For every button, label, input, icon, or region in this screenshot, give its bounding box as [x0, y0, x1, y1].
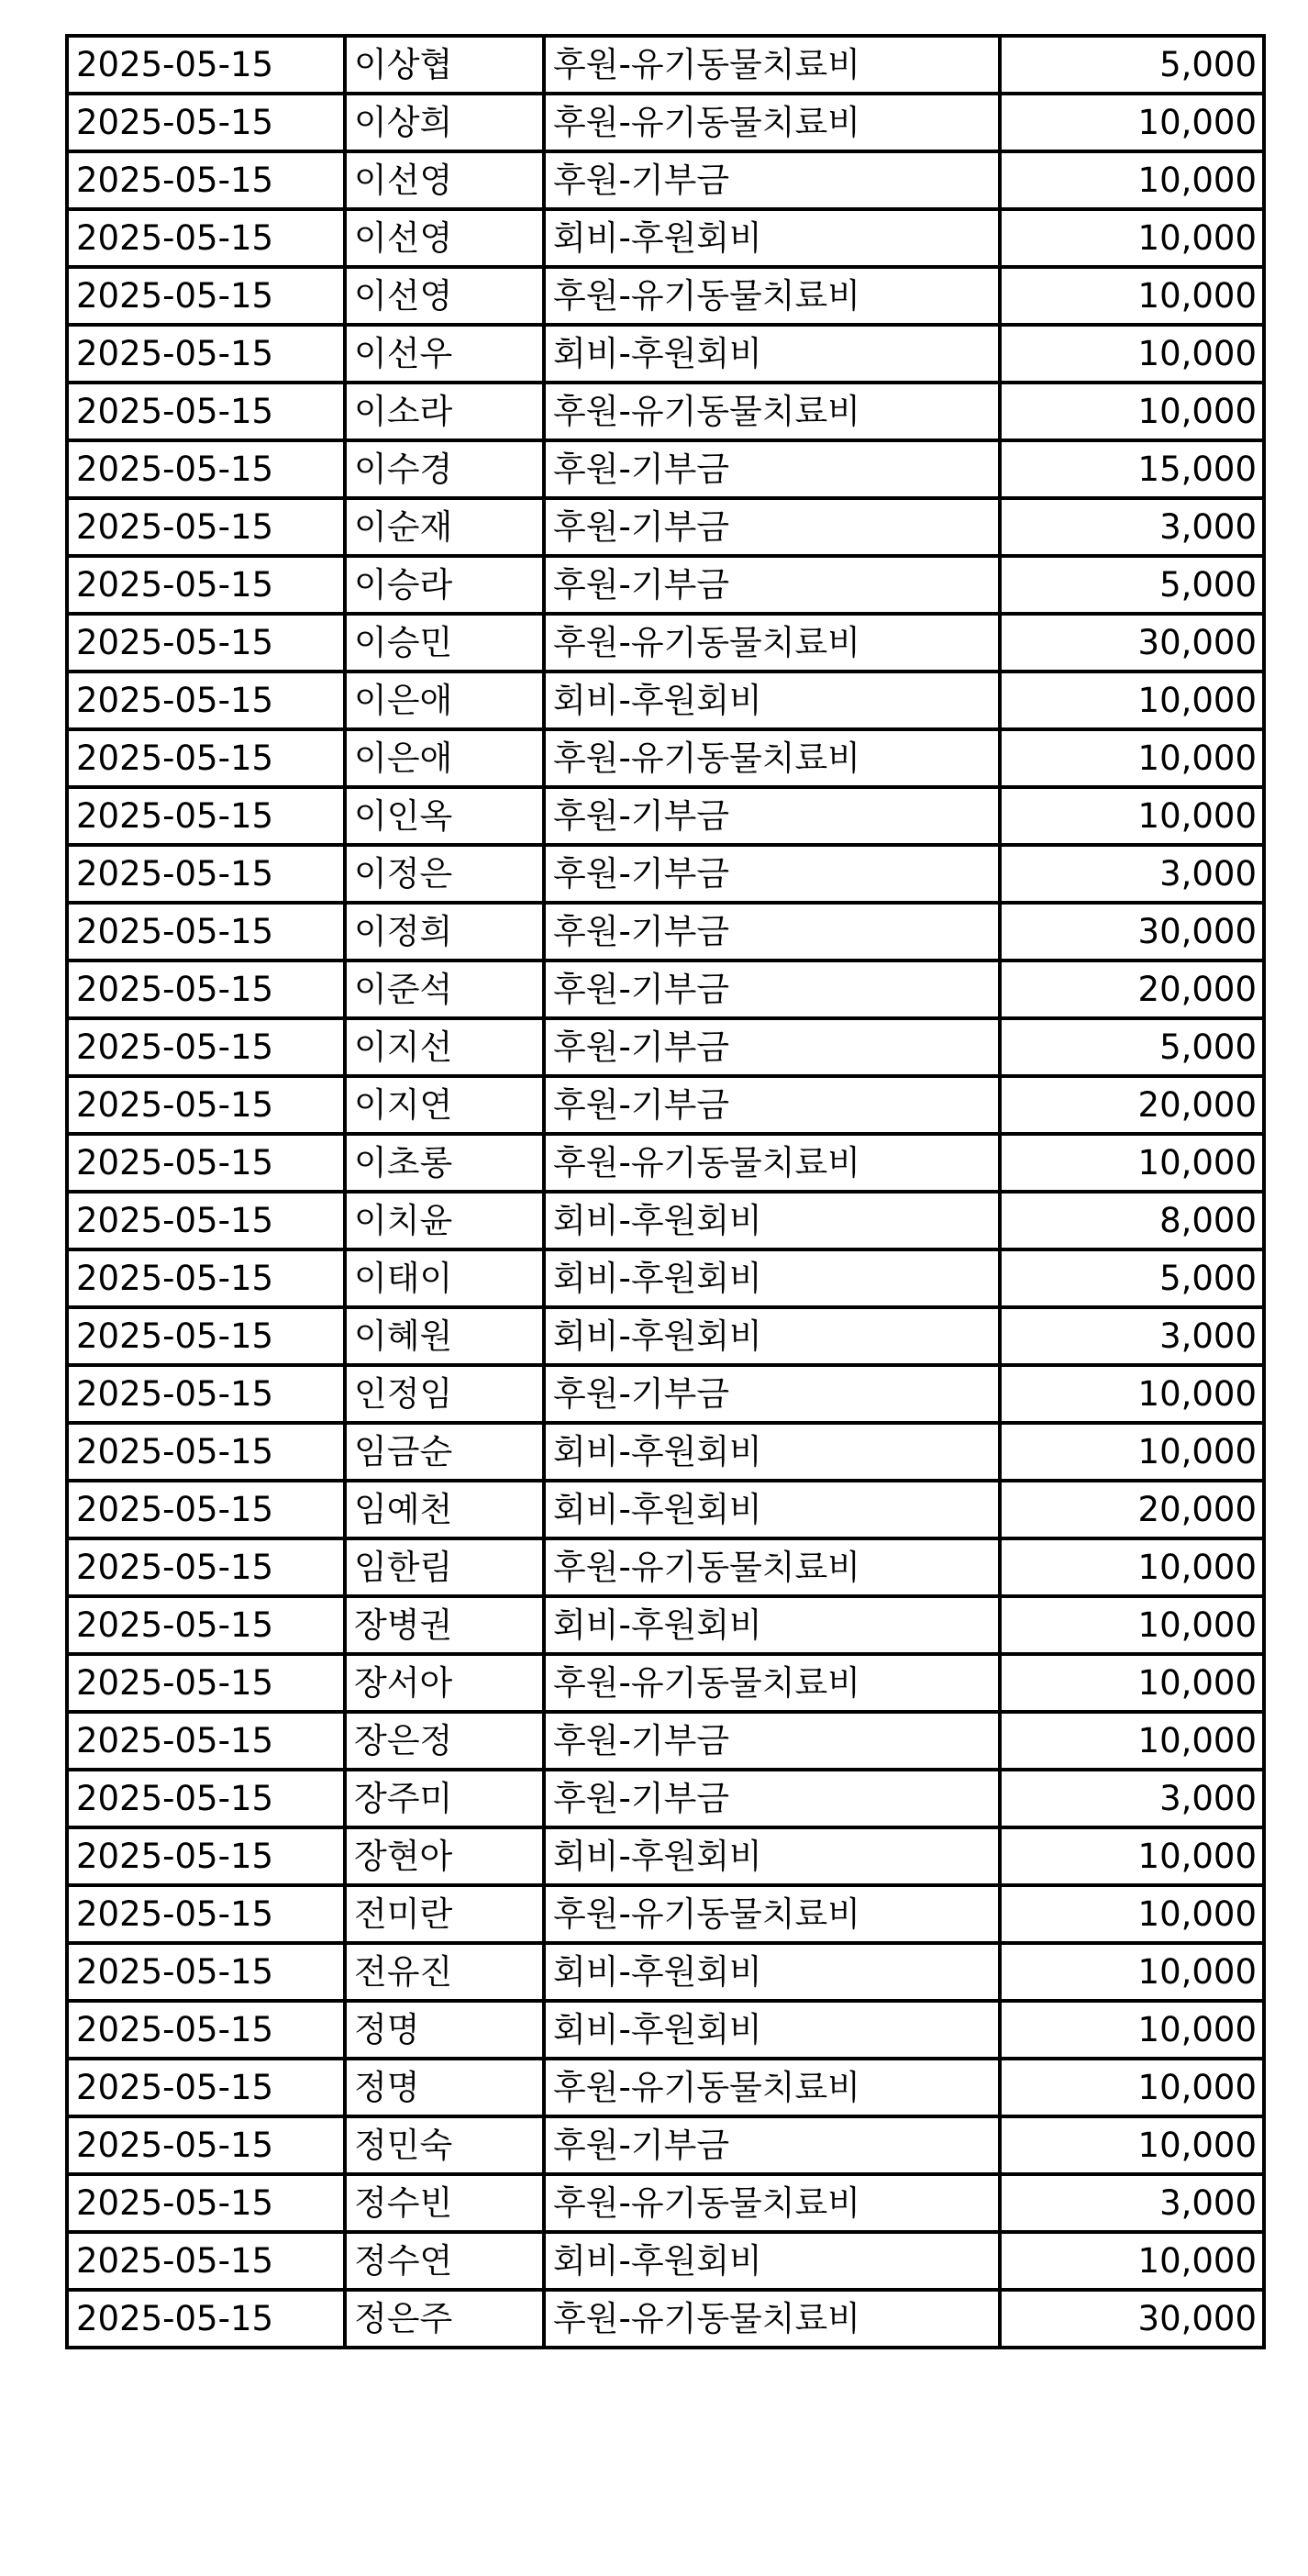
date-cell: 2025-05-15 [67, 1827, 345, 1885]
category-cell: 후원-유기동물치료비 [544, 1538, 1000, 1596]
date-cell: 2025-05-15 [67, 1712, 345, 1770]
category-cell: 회비-후원회비 [544, 1307, 1000, 1365]
category-cell: 후원-기부금 [544, 440, 1000, 498]
table-row [67, 1365, 1264, 1423]
donor-name-cell: 정명 [345, 2001, 544, 2059]
amount-cell: 30,000 [1000, 2290, 1264, 2348]
date-cell: 2025-05-15 [67, 1365, 345, 1423]
category-cell: 후원-기부금 [544, 1712, 1000, 1770]
amount-cell: 30,000 [1000, 614, 1264, 672]
category-cell: 후원-기부금 [544, 1076, 1000, 1134]
date-cell: 2025-05-15 [67, 1076, 345, 1134]
table-row [67, 1018, 1264, 1076]
category-cell: 회비-후원회비 [544, 1192, 1000, 1249]
date-cell: 2025-05-15 [67, 267, 345, 325]
date-cell: 2025-05-15 [67, 672, 345, 729]
table-row [67, 729, 1264, 787]
category-cell: 회비-후원회비 [544, 1481, 1000, 1538]
amount-cell: 30,000 [1000, 903, 1264, 960]
date-cell: 2025-05-15 [67, 1596, 345, 1654]
date-cell: 2025-05-15 [67, 614, 345, 672]
donor-name-cell: 이인옥 [345, 787, 544, 845]
amount-cell: 5,000 [1000, 1018, 1264, 1076]
amount-cell: 5,000 [1000, 556, 1264, 614]
donor-name-cell: 정민숙 [345, 2116, 544, 2174]
table-row [67, 614, 1264, 672]
donor-name-cell: 장현아 [345, 1827, 544, 1885]
donor-name-cell: 이선영 [345, 209, 544, 267]
table-row [67, 1712, 1264, 1770]
category-cell: 회비-후원회비 [544, 2232, 1000, 2290]
table-row [67, 1596, 1264, 1654]
category-cell: 후원-유기동물치료비 [544, 614, 1000, 672]
category-cell: 후원-기부금 [544, 787, 1000, 845]
category-cell: 후원-기부금 [544, 1365, 1000, 1423]
date-cell: 2025-05-15 [67, 787, 345, 845]
donor-name-cell: 임한림 [345, 1538, 544, 1596]
date-cell: 2025-05-15 [67, 94, 345, 151]
table-row [67, 440, 1264, 498]
date-cell: 2025-05-15 [67, 1423, 345, 1481]
category-cell: 후원-기부금 [544, 903, 1000, 960]
category-cell: 후원-유기동물치료비 [544, 729, 1000, 787]
date-cell: 2025-05-15 [67, 151, 345, 209]
donor-name-cell: 이선영 [345, 267, 544, 325]
table-row [67, 672, 1264, 729]
amount-cell: 10,000 [1000, 1538, 1264, 1596]
date-cell: 2025-05-15 [67, 440, 345, 498]
table-row [67, 903, 1264, 960]
donor-name-cell: 장병권 [345, 1596, 544, 1654]
amount-cell: 10,000 [1000, 1596, 1264, 1654]
category-cell: 회비-후원회비 [544, 672, 1000, 729]
table-row [67, 325, 1264, 383]
donor-name-cell: 이순재 [345, 498, 544, 556]
table-row [67, 267, 1264, 325]
date-cell: 2025-05-15 [67, 1018, 345, 1076]
amount-cell: 8,000 [1000, 1192, 1264, 1249]
date-cell: 2025-05-15 [67, 2116, 345, 2174]
donor-name-cell: 정명 [345, 2059, 544, 2116]
table-row [67, 2001, 1264, 2059]
table-row [67, 1654, 1264, 1712]
donor-name-cell: 이지연 [345, 1076, 544, 1134]
amount-cell: 10,000 [1000, 1827, 1264, 1885]
table-row [67, 2290, 1264, 2348]
donor-name-cell: 임금순 [345, 1423, 544, 1481]
category-cell: 후원-기부금 [544, 960, 1000, 1018]
date-cell: 2025-05-15 [67, 960, 345, 1018]
amount-cell: 10,000 [1000, 325, 1264, 383]
date-cell: 2025-05-15 [67, 2174, 345, 2232]
date-cell: 2025-05-15 [67, 1192, 345, 1249]
table-row [67, 1943, 1264, 2001]
donor-name-cell: 이소라 [345, 383, 544, 440]
amount-cell: 10,000 [1000, 151, 1264, 209]
table-row [67, 383, 1264, 440]
table-row [67, 2116, 1264, 2174]
category-cell: 후원-유기동물치료비 [544, 2290, 1000, 2348]
donor-name-cell: 장주미 [345, 1770, 544, 1827]
table-row [67, 2059, 1264, 2116]
donor-name-cell: 이초롱 [345, 1134, 544, 1192]
donor-name-cell: 장서아 [345, 1654, 544, 1712]
category-cell: 후원-기부금 [544, 556, 1000, 614]
category-cell: 회비-후원회비 [544, 1596, 1000, 1654]
date-cell: 2025-05-15 [67, 845, 345, 903]
amount-cell: 10,000 [1000, 1134, 1264, 1192]
donation-ledger-table [65, 34, 1266, 2349]
category-cell: 회비-후원회비 [544, 1943, 1000, 2001]
amount-cell: 3,000 [1000, 1770, 1264, 1827]
amount-cell: 10,000 [1000, 729, 1264, 787]
category-cell: 회비-후원회비 [544, 1423, 1000, 1481]
category-cell: 후원-기부금 [544, 2116, 1000, 2174]
amount-cell: 20,000 [1000, 1076, 1264, 1134]
amount-cell: 10,000 [1000, 2116, 1264, 2174]
amount-cell: 10,000 [1000, 1423, 1264, 1481]
table-row [67, 209, 1264, 267]
donor-name-cell: 정은주 [345, 2290, 544, 2348]
table-row [67, 2174, 1264, 2232]
date-cell: 2025-05-15 [67, 2059, 345, 2116]
donor-name-cell: 이준석 [345, 960, 544, 1018]
donor-name-cell: 이선영 [345, 151, 544, 209]
amount-cell: 5,000 [1000, 36, 1264, 94]
donor-name-cell: 전유진 [345, 1943, 544, 2001]
category-cell: 회비-후원회비 [544, 209, 1000, 267]
amount-cell: 3,000 [1000, 498, 1264, 556]
donor-name-cell: 장은정 [345, 1712, 544, 1770]
date-cell: 2025-05-15 [67, 209, 345, 267]
date-cell: 2025-05-15 [67, 498, 345, 556]
donor-name-cell: 임예천 [345, 1481, 544, 1538]
table-row [67, 94, 1264, 151]
amount-cell: 10,000 [1000, 94, 1264, 151]
table-row [67, 36, 1264, 94]
donor-name-cell: 정수빈 [345, 2174, 544, 2232]
amount-cell: 15,000 [1000, 440, 1264, 498]
category-cell: 후원-유기동물치료비 [544, 36, 1000, 94]
category-cell: 회비-후원회비 [544, 325, 1000, 383]
category-cell: 후원-유기동물치료비 [544, 2174, 1000, 2232]
donor-name-cell: 이상희 [345, 94, 544, 151]
date-cell: 2025-05-15 [67, 1307, 345, 1365]
date-cell: 2025-05-15 [67, 1654, 345, 1712]
date-cell: 2025-05-15 [67, 903, 345, 960]
amount-cell: 10,000 [1000, 672, 1264, 729]
date-cell: 2025-05-15 [67, 1134, 345, 1192]
category-cell: 후원-유기동물치료비 [544, 1885, 1000, 1943]
donor-name-cell: 이승라 [345, 556, 544, 614]
amount-cell: 10,000 [1000, 383, 1264, 440]
category-cell: 회비-후원회비 [544, 1827, 1000, 1885]
date-cell: 2025-05-15 [67, 556, 345, 614]
donor-name-cell: 이치윤 [345, 1192, 544, 1249]
donor-name-cell: 이상협 [345, 36, 544, 94]
amount-cell: 3,000 [1000, 2174, 1264, 2232]
table-row [67, 1885, 1264, 1943]
category-cell: 후원-기부금 [544, 1018, 1000, 1076]
donor-name-cell: 정수연 [345, 2232, 544, 2290]
table-row [67, 845, 1264, 903]
date-cell: 2025-05-15 [67, 383, 345, 440]
table-row [67, 1249, 1264, 1307]
donor-name-cell: 이지선 [345, 1018, 544, 1076]
table-row [67, 151, 1264, 209]
amount-cell: 10,000 [1000, 1654, 1264, 1712]
date-cell: 2025-05-15 [67, 1538, 345, 1596]
table-row [67, 1134, 1264, 1192]
table-row [67, 1770, 1264, 1827]
date-cell: 2025-05-15 [67, 729, 345, 787]
date-cell: 2025-05-15 [67, 1249, 345, 1307]
table-row [67, 556, 1264, 614]
amount-cell: 10,000 [1000, 1712, 1264, 1770]
donor-name-cell: 이태이 [345, 1249, 544, 1307]
donor-name-cell: 이승민 [345, 614, 544, 672]
table-row [67, 1538, 1264, 1596]
amount-cell: 10,000 [1000, 1365, 1264, 1423]
category-cell: 후원-기부금 [544, 151, 1000, 209]
donor-name-cell: 이은애 [345, 672, 544, 729]
category-cell: 후원-유기동물치료비 [544, 267, 1000, 325]
ledger-body [67, 36, 1264, 2348]
category-cell: 후원-유기동물치료비 [544, 94, 1000, 151]
category-cell: 후원-유기동물치료비 [544, 383, 1000, 440]
date-cell: 2025-05-15 [67, 1885, 345, 1943]
category-cell: 후원-기부금 [544, 1770, 1000, 1827]
amount-cell: 10,000 [1000, 209, 1264, 267]
table-row [67, 1423, 1264, 1481]
category-cell: 후원-유기동물치료비 [544, 2059, 1000, 2116]
donor-name-cell: 전미란 [345, 1885, 544, 1943]
table-row [67, 498, 1264, 556]
amount-cell: 20,000 [1000, 960, 1264, 1018]
category-cell: 회비-후원회비 [544, 1249, 1000, 1307]
date-cell: 2025-05-15 [67, 1943, 345, 2001]
donor-name-cell: 이은애 [345, 729, 544, 787]
amount-cell: 10,000 [1000, 2001, 1264, 2059]
table-row [67, 1827, 1264, 1885]
table-row [67, 1192, 1264, 1249]
date-cell: 2025-05-15 [67, 36, 345, 94]
donor-name-cell: 이수경 [345, 440, 544, 498]
donor-name-cell: 이선우 [345, 325, 544, 383]
date-cell: 2025-05-15 [67, 325, 345, 383]
donor-name-cell: 이혜원 [345, 1307, 544, 1365]
amount-cell: 3,000 [1000, 1307, 1264, 1365]
table-row [67, 2232, 1264, 2290]
amount-cell: 10,000 [1000, 2059, 1264, 2116]
date-cell: 2025-05-15 [67, 1770, 345, 1827]
date-cell: 2025-05-15 [67, 2001, 345, 2059]
category-cell: 후원-기부금 [544, 845, 1000, 903]
date-cell: 2025-05-15 [67, 2232, 345, 2290]
table-row [67, 1307, 1264, 1365]
amount-cell: 5,000 [1000, 1249, 1264, 1307]
amount-cell: 3,000 [1000, 845, 1264, 903]
amount-cell: 10,000 [1000, 1943, 1264, 2001]
table-row [67, 1076, 1264, 1134]
amount-cell: 10,000 [1000, 1885, 1264, 1943]
donor-name-cell: 이정은 [345, 845, 544, 903]
amount-cell: 20,000 [1000, 1481, 1264, 1538]
category-cell: 후원-유기동물치료비 [544, 1654, 1000, 1712]
amount-cell: 10,000 [1000, 787, 1264, 845]
category-cell: 후원-기부금 [544, 498, 1000, 556]
amount-cell: 10,000 [1000, 267, 1264, 325]
table-row [67, 960, 1264, 1018]
amount-cell: 10,000 [1000, 2232, 1264, 2290]
donor-name-cell: 이정희 [345, 903, 544, 960]
table-row [67, 787, 1264, 845]
table-row [67, 1481, 1264, 1538]
donor-name-cell: 인정임 [345, 1365, 544, 1423]
category-cell: 후원-유기동물치료비 [544, 1134, 1000, 1192]
date-cell: 2025-05-15 [67, 1481, 345, 1538]
date-cell: 2025-05-15 [67, 2290, 345, 2348]
category-cell: 회비-후원회비 [544, 2001, 1000, 2059]
